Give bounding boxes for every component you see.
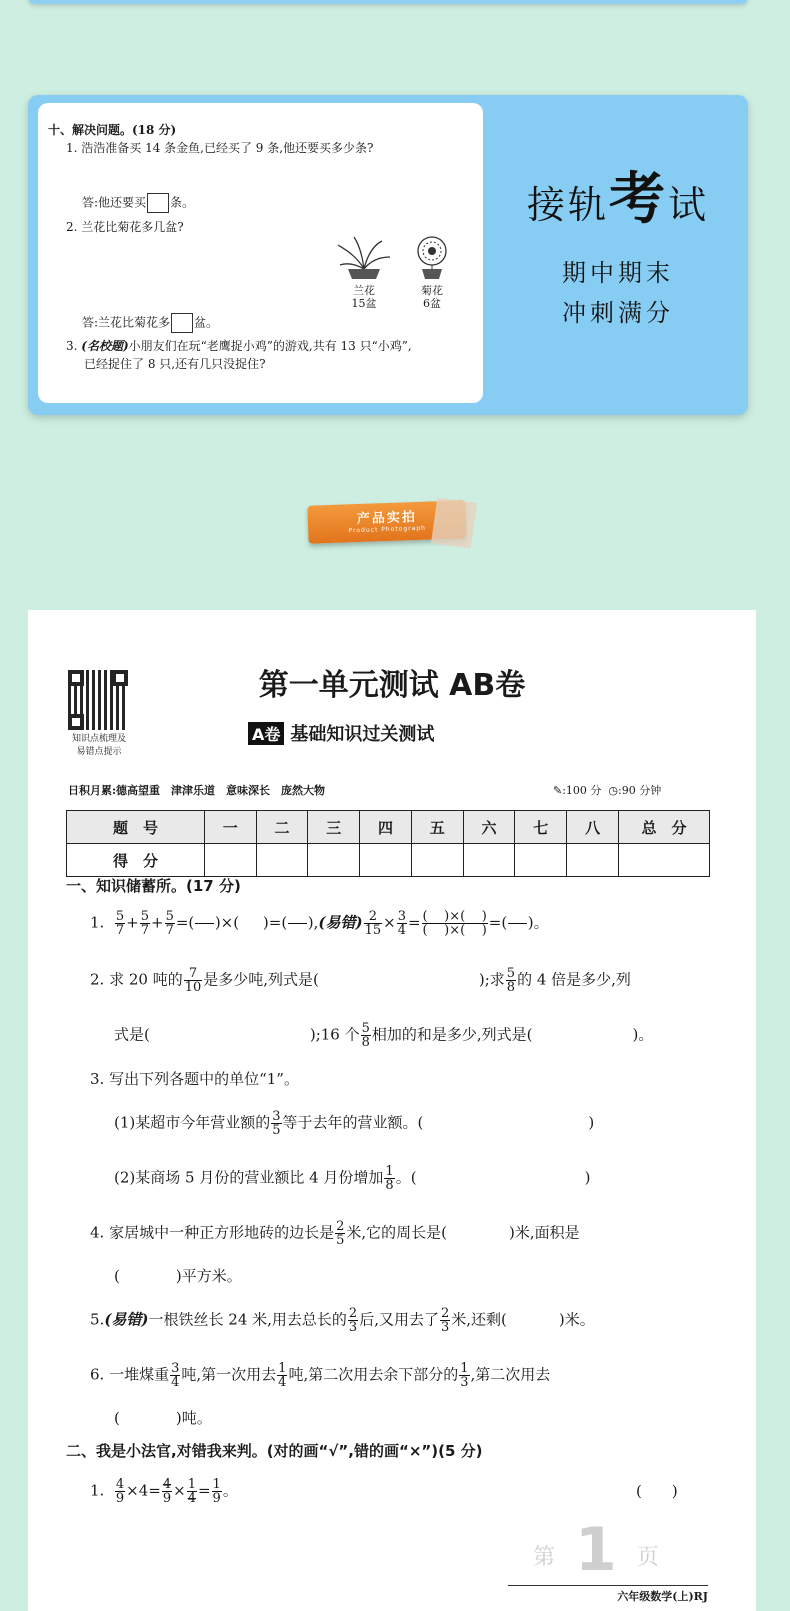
score-table-header-cell: 五	[411, 811, 463, 844]
promo-q3: 3. (名校题)小朋友们在玩“老鹰捉小鸡”的游戏,共有 13 只“小鸡”,	[66, 339, 412, 353]
page-num: 1	[575, 1515, 617, 1585]
q6-f: )吨。	[175, 1409, 212, 1427]
section-1-title: 一、知识储蓄所。(17 分)	[66, 877, 241, 895]
question-2-line-1: 2. 求 20 吨的 $\frac{7}{10}$ 是多少吨,列式是( );求 $\frac{5}{8}$ 的 4 倍是多少,列	[90, 966, 631, 995]
q6-a: 6. 一堆煤重	[90, 1365, 170, 1384]
question-6-line-1: 6. 一堆煤重 $\frac{3}{4}$ 吨,第一次用去 $\frac{1}{4}$ 吨,第二次用去余下部分的 $\frac{1}{3}$ ,第二次用去	[90, 1361, 551, 1390]
score-table-header-cell: 三	[308, 811, 360, 844]
q2-g: 相加的和是多少,列式是(	[371, 1025, 533, 1044]
page-number	[533, 1515, 659, 1585]
answer-box	[171, 313, 193, 333]
score-table-header-cell: 六	[463, 811, 515, 844]
question-3-1: (1)某超市今年营业额的 $\frac{3}{5}$ 等于去年的营业额。( )	[114, 1109, 595, 1138]
q4-b: 米,它的周长是(	[346, 1223, 447, 1242]
promo-subtitle-1: 期中期末	[562, 259, 674, 287]
score-cell	[360, 844, 412, 877]
sheet-subtitle	[248, 720, 434, 746]
promo-a2-pre: 答:兰花比菊花多	[82, 315, 171, 330]
q4-e: )平方米。	[175, 1267, 242, 1285]
q5-d: 米,还剩(	[451, 1310, 507, 1329]
promo-section-title: 十、解决问题。(18 分)	[48, 123, 177, 137]
score-cell	[619, 844, 710, 877]
q2-a: 2. 求 20 吨的	[90, 970, 183, 989]
promo-a2-post: 盆。	[194, 315, 219, 330]
plant2-name: 菊花	[421, 284, 443, 297]
q6-e: (	[114, 1409, 120, 1427]
q2-e: 式是(	[114, 1025, 150, 1044]
score-cell	[256, 844, 308, 877]
promo-a1	[82, 193, 194, 213]
q1-tag: (易错)	[318, 913, 363, 932]
score-table-header-cell: 八	[567, 811, 619, 844]
q2-f: );16 个	[309, 1025, 360, 1044]
question-1: 1. $\frac{5}{7}$ + $\frac{5}{7}$ + $\frac{5}{7}$ =( )×( )=( ),(易错) $\frac{2}{15}$ × $\frac{3}{4}$ = $\frac{( )\times( )}{( )\times( )}$ =( )。	[90, 909, 549, 938]
promo-a1-pre: 答:他还要买	[82, 195, 147, 210]
score-table-header-cell: 总 分	[619, 811, 710, 844]
question-3-2: (2)某商场 5 月份的营业额比 4 月份增加 $\frac{1}{8}$ 。( )	[114, 1164, 591, 1193]
promo-q2: 2. 兰花比菊花多几盆?	[66, 220, 184, 234]
qr-caption	[60, 733, 138, 759]
q3-1a: (1)某超市今年营业额的	[114, 1113, 271, 1132]
top-card-edge	[28, 0, 748, 4]
promo-q3-line2: 已经捉住了 8 只,还有几只没捉住?	[84, 357, 266, 371]
q3-2a: (2)某商场 5 月份的营业额比 4 月份增加	[114, 1168, 384, 1187]
sheet-title: 第一单元测试 AB卷	[258, 668, 526, 703]
q3-2b: 。(	[395, 1168, 417, 1187]
q3-1c: )	[588, 1113, 595, 1132]
q4-d: (	[114, 1267, 120, 1285]
score-table-row	[67, 844, 710, 877]
question-4-line-1: 4. 家居城中一种正方形地砖的边长是 $\frac{2}{5}$ 米,它的周长是( )米,面积是	[90, 1219, 580, 1248]
score-table-header	[67, 811, 710, 844]
orchid-icon	[336, 235, 392, 281]
section-2-title: 二、我是小法官,对错我来判。(对的画“√”,错的画“×”)(5 分)	[66, 1442, 483, 1460]
qr-caption-1: 知识点梳理及	[71, 734, 126, 744]
score-cell	[411, 844, 463, 877]
promo-title	[518, 155, 718, 235]
s2q1-pre: 1.	[90, 1481, 105, 1500]
q5-a: 5.	[90, 1310, 105, 1329]
score-cell	[567, 844, 619, 877]
qr-caption-2: 易错点提示	[76, 747, 122, 757]
promo-q3-tag: (名校题)	[81, 339, 129, 353]
banner-sublabel: Product Photograph	[348, 524, 427, 535]
test-sheet	[28, 610, 756, 1611]
q5-c: 后,又用去了	[359, 1310, 439, 1329]
promo-card	[28, 95, 748, 415]
q4-c: )米,面积是	[509, 1223, 580, 1242]
plant2-count: 6盆	[423, 297, 441, 310]
chrysanthemum-icon	[404, 235, 460, 281]
question-5: 5.(易错)一根铁丝长 24 米,用去总长的 $\frac{2}{3}$ 后,又用去了 $\frac{2}{3}$ 米,还剩( )米。	[90, 1306, 595, 1335]
motto: 日积月累:德高望重 津津乐道 意味深长 庞然大物	[68, 784, 326, 797]
banner-label: 产品实拍	[356, 509, 418, 528]
sheet-subtitle-text: 基础知识过关测试	[290, 724, 435, 745]
q6-b: 吨,第一次用去	[181, 1365, 277, 1384]
promo-subtitle-2: 冲刺满分	[562, 299, 674, 327]
promo-title-b: 试	[668, 183, 710, 227]
score-cell	[515, 844, 567, 877]
score-table-header-cell: 四	[360, 811, 412, 844]
answer-box	[147, 193, 169, 213]
promo-a1-post: 条。	[170, 195, 195, 210]
tape-decoration	[431, 497, 477, 548]
score-table-header-cell: 二	[256, 811, 308, 844]
promo-a2	[82, 313, 218, 333]
plant1-count: 15盆	[351, 297, 377, 310]
q5-e: )米。	[558, 1310, 595, 1329]
chrysanthemum-plant	[404, 235, 460, 310]
q6-c: 吨,第二次用去余下部分的	[288, 1365, 459, 1384]
score-cell	[308, 844, 360, 877]
question-6-line-2	[114, 1407, 212, 1429]
score-table-header-cell: 题 号	[67, 811, 205, 844]
q3-2c: )	[584, 1168, 591, 1187]
a-paper-tag: A卷	[248, 722, 284, 745]
promo-title-a: 接轨	[526, 183, 609, 227]
promo-title-big: 考	[609, 167, 668, 232]
score-table-header-cell: 七	[515, 811, 567, 844]
page-b: 页	[636, 1545, 659, 1570]
question-2-line-2: 式是( );16 个 $\frac{5}{8}$ 相加的和是多少,列式是( )。	[114, 1021, 654, 1050]
exam-meta	[553, 782, 661, 798]
question-3: 3. 写出下列各题中的单位“1”。	[90, 1070, 299, 1088]
score-total: :100 分	[562, 784, 602, 797]
q5-tag: (易错)	[104, 1310, 149, 1329]
promo-paper-sample	[38, 103, 483, 403]
q4-a: 4. 家居城中一种正方形地砖的边长是	[90, 1223, 335, 1242]
promo-q3-line1: 小朋友们在玩“老鹰捉小鸡”的游戏,共有 13 只“小鸡”,	[128, 339, 412, 353]
score-row-label: 得 分	[67, 844, 205, 877]
clock-icon: ◷	[608, 784, 619, 797]
promo-q1: 1. 浩浩准备买 14 条金鱼,已经买了 9 条,他还要买多少条?	[66, 141, 374, 155]
exam-time: :90 分钟	[618, 784, 662, 797]
orchid-plant	[336, 235, 392, 310]
q5-b: 一根铁丝长 24 米,用去总长的	[148, 1310, 347, 1329]
footer-label: 六年级数学(上)RJ	[508, 1585, 708, 1604]
score-icon: ✎	[553, 784, 563, 797]
section-2-question-1: 1. $\frac{4}{9}$ ×4= $\frac{4}{9}$ × $\frac{1}{4}$ = $\frac{1}{9}$ 。	[90, 1477, 238, 1506]
score-table-header-cell: 一	[204, 811, 256, 844]
q2-b: 是多少吨,列式是(	[203, 970, 319, 989]
q2-c: );求	[478, 970, 505, 989]
score-cell	[204, 844, 256, 877]
q3-1b: 等于去年的营业额。(	[282, 1113, 424, 1132]
judgement-paren: ( )	[636, 1482, 678, 1500]
page-a: 第	[533, 1545, 556, 1570]
score-table	[66, 810, 710, 877]
q2-h: )。	[632, 1025, 654, 1044]
plant1-name: 兰花	[353, 284, 375, 297]
question-4-line-2	[114, 1265, 242, 1287]
score-cell	[463, 844, 515, 877]
q6-d: ,第二次用去	[470, 1365, 551, 1384]
q2-d: 的 4 倍是多少,列	[517, 970, 631, 989]
